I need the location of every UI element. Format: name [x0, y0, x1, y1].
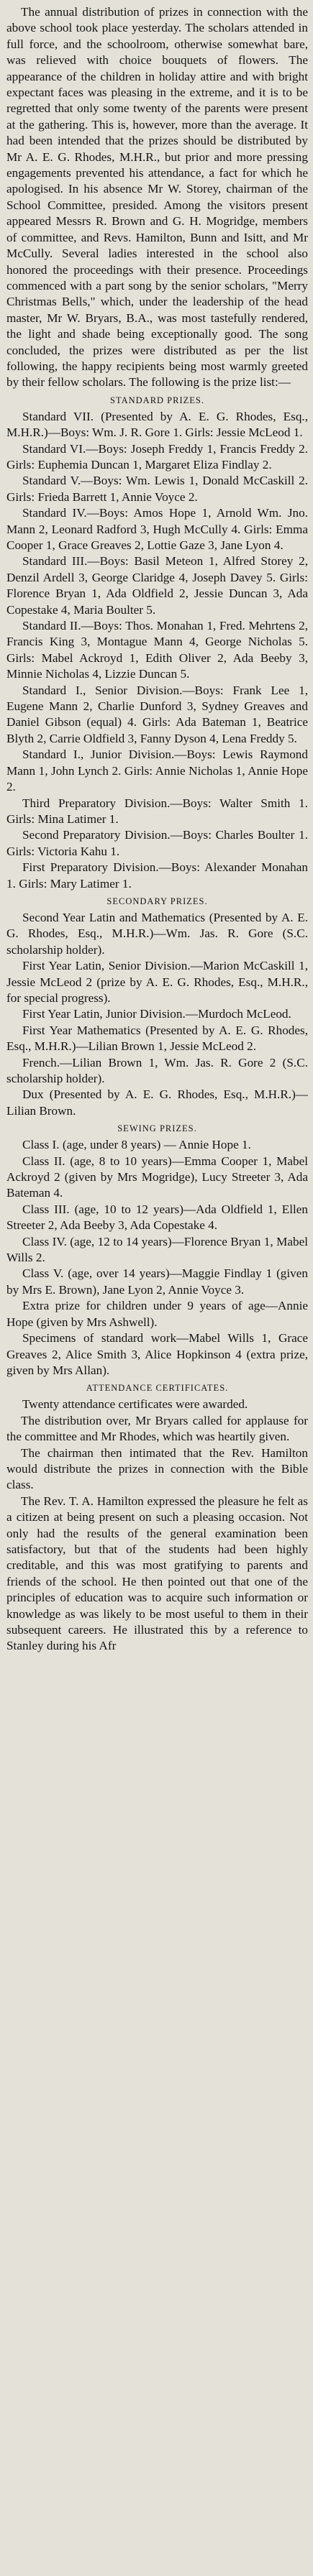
prize-entry: Standard VI.—Boys: Joseph Freddy 1, Francis Freddy 2. Girls: Euphemia Duncan 1, Margaret Eliza Findlay 2.	[6, 441, 308, 472]
closing-paragraph: The Rev. T. A. Hamilton expressed the pleasure he felt as a citizen at being present on such a pleasing occasion. Not only had the results of the general examination been satisfactory, but that of the students had been highly creditable, and this was most gratifying to parents and friends of the school. He then pointed out that one of the principles of education was to acquire such information or knowledge as was likely to be most useful to them in their subsequent careers. He illustrated this by a reference to Stanley during his Afr	[6, 1494, 308, 1653]
prize-entry: Second Year Latin and Mathematics (Presented by A. E. G. Rhodes, Esq., M.H.R.)—Wm. Jas. R. Gore (S.C. scholarship holder).	[6, 910, 308, 957]
prize-entry: First Preparatory Division.—Boys: Alexander Monahan 1. Girls: Mary Latimer 1.	[6, 860, 308, 891]
prize-entry: Class II. (age, 8 to 10 years)—Emma Cooper 1, Mabel Ackroyd 2 (given by Mrs Mogridge), Lucy Streeter 3, Ada Bateman 4.	[6, 1154, 308, 1200]
prize-entry: First Year Latin, Senior Division.—Marion McCaskill 1, Jessie McLeod 2 (prize by A. E. G. Rhodes, Esq., M.H.R., for special progress).	[6, 959, 308, 1005]
prize-entry: Standard I., Junior Division.—Boys: Lewis Raymond Mann 1, John Lynch 2. Girls: Annie Nicholas 1, Annie Hope 2.	[6, 748, 308, 794]
secondary-prizes-heading: SECONDARY PRIZES.	[106, 896, 208, 906]
prize-entry: Specimens of standard work—Mabel Wills 1, Grace Greaves 2, Alice Smith 3, Alice Hopkinson 4 (extra prize, given by Mrs Allan).	[6, 1331, 308, 1377]
prize-entry: Standard V.—Boys: Wm. Lewis 1, Donald McCaskill 2. Girls: Frieda Barrett 1, Annie Voyce 2.	[6, 474, 308, 504]
prize-entry: Standard I., Senior Division.—Boys: Frank Lee 1, Eugene Mann 2, Charlie Dunford 3, Sydney Greaves and Daniel Gibson (equal) 4. Girls: Ada Bateman 1, Beatrice Blyth 2, Carrie Oldfield 3, Fanny Dyson 4, Lena Freddy 5.	[6, 683, 308, 745]
prize-entry: Extra prize for children under 9 years of age—Annie Hope (given by Mrs Ashwell).	[6, 1299, 308, 1329]
prize-entry: Dux (Presented by A. E. G. Rhodes, Esq., M.H.R.)—Lilian Brown.	[6, 1087, 308, 1118]
prize-entry: Standard III.—Boys: Basil Meteon 1, Alfred Storey 2, Denzil Ardell 3, George Claridge 4, Joseph Davey 5. Girls: Florence Bryan 1, Ada Oldfield 2, Jessie Duncan 3, Ada Copestake 4, Maria Boulter 5.	[6, 554, 308, 617]
prize-entry: Second Preparatory Division.—Boys: Charles Boulter 1. Girls: Victoria Kahu 1.	[6, 828, 308, 858]
prize-entry: Standard II.—Boys: Thos. Monahan 1, Fred. Mehrtens 2, Francis King 3, Montague Mann 4, George Nicholas 5. Girls: Mabel Ackroyd 1, Edith Oliver 2, Ada Beeby 3, Minnie Nicholas 4, Lizzie Duncan 5.	[6, 619, 308, 681]
prize-entry: First Year Mathematics (Presented by A. E. G. Rhodes, Esq., M.H.R.)—Lilian Brown 1, Jessie McLeod 2.	[6, 1023, 308, 1054]
prize-entry: Class I. (age, under 8 years) — Annie Hope 1.	[22, 1138, 251, 1152]
prize-entry: Class IV. (age, 12 to 14 years)—Florence Bryan 1, Mabel Wills 2.	[6, 1234, 308, 1265]
prize-entry: Standard IV.—Boys: Amos Hope 1, Arnold Wm. Jno. Mann 2, Leonard Radford 3, Hugh McCully 4. Girls: Emma Cooper 1, Grace Greaves 2, Lottie Gaze 3, Jane Lyon 4.	[6, 506, 308, 552]
prize-entry: Class III. (age, 10 to 12 years)—Ada Oldfield 1, Ellen Streeter 2, Ada Beeby 3, Ada Copestake 4.	[6, 1202, 308, 1233]
prize-entry: Third Preparatory Division.—Boys: Walter Smith 1. Girls: Mina Latimer 1.	[6, 796, 308, 826]
prize-entry: Standard VII. (Presented by A. E. G. Rhodes, Esq., M.H.R.)—Boys: Wm. J. R. Gore 1. Girls: Jessie McLeod 1.	[6, 409, 308, 440]
prize-entry: Class V. (age, over 14 years)—Maggie Findlay 1 (given by Mrs E. Brown), Jane Lyon 2, Annie Voyce 3.	[6, 1266, 308, 1297]
closing-paragraph: The chairman then intimated that the Rev. Hamilton would distribute the prizes in connection with the Bible class.	[6, 1445, 308, 1492]
prize-entry: First Year Latin, Junior Division.—Murdoch McLeod.	[22, 1007, 291, 1021]
intro-paragraph: The annual distribution of prizes in connection with the above school took place yesterday. The scholars attended in full force, and the schoolroom, otherwise somewhat bare, was relieved with choice bouquets of flowers. The appearance of the children in holiday attire and with bright expectant faces was pleasing in the extreme, and it is to be regretted that only some twenty of the parents were present at the gathering. This is, however, more than the average. It had been intended that the prizes should be distributed by Mr A. E. G. Rhodes, M.H.R., but prior and more pressing engagements prevented his attendance, a fact for which he apologised. In his absence Mr W. Storey, chairman of the School Committee, presided. Among the visitors present appeared Messrs R. Brown and G. H. Mogridge, members of committee, and Revs. Hamilton, Bunn and Isitt, and Mr McCully. Several ladies interested in the school also honored the proceedings with their presence. Proceedings commenced with a part song by the senior scholars, "Merry Christmas Bells," which, under the leadership of the head master, Mr W. Bryars, B.A., was most tastefully rendered, the light and shade being exceptionally good. The song concluded, the prizes were distributed as per the list following, the happy recipients being most warmly greeted by their fellow scholars. The following is the prize list:—	[6, 5, 308, 390]
closing-paragraph: The distribution over, Mr Bryars called for applause for the committee and Mr Rhodes, which was heartily given.	[6, 1413, 308, 1444]
closing-paragraph: Twenty attendance certificates were awarded.	[22, 1397, 248, 1412]
standard-prizes-heading: STANDARD PRIZES.	[110, 395, 204, 405]
attendance-certificates-heading: ATTENDANCE CERTIFICATES.	[86, 1383, 229, 1394]
sewing-prizes-heading: SEWING PRIZES.	[117, 1123, 197, 1134]
prize-entry: French.—Lilian Brown 1, Wm. Jas. R. Gore 2 (S.C. scholarship holder).	[6, 1055, 308, 1085]
